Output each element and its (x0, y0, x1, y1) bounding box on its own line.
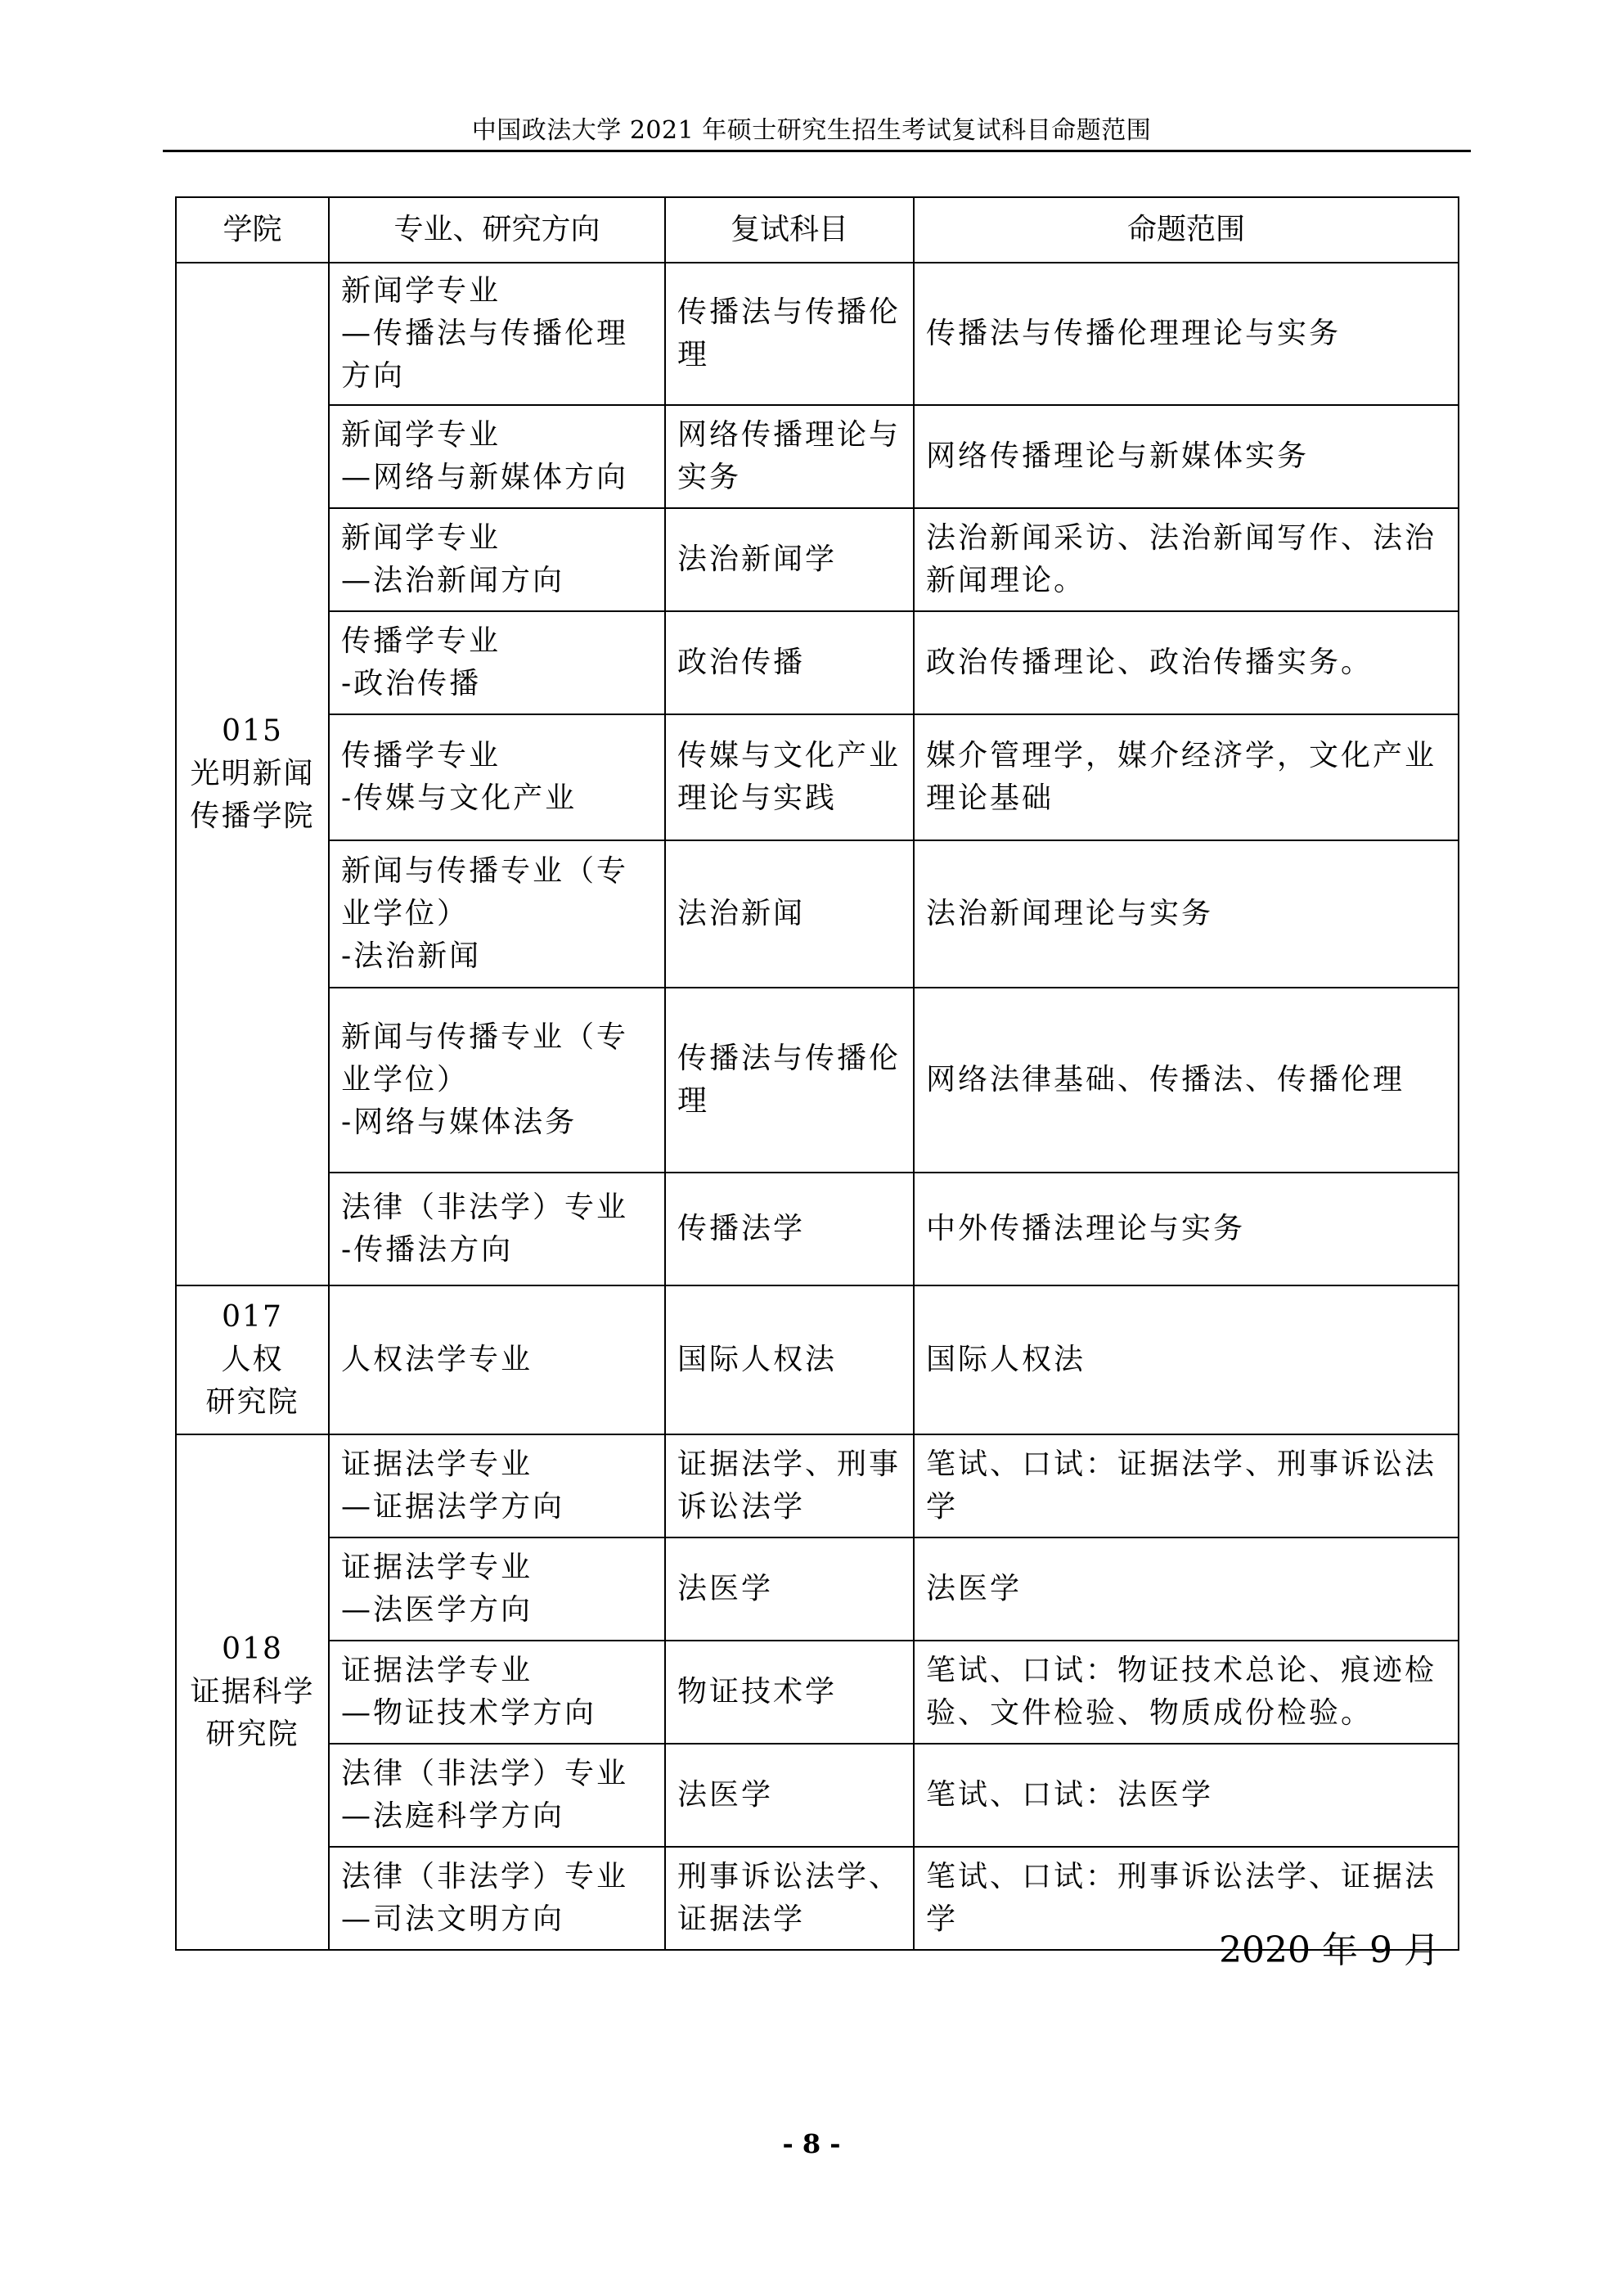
subject-cell: 传播法与传播伦理 (665, 263, 914, 405)
page-number: - 8 - (782, 2128, 841, 2159)
header-rule (163, 150, 1471, 152)
subject-cell: 传媒与文化产业理论与实践 (665, 714, 914, 840)
major-cell: 法律（非法学）专业 -传播法方向 (329, 1173, 665, 1285)
major-cell: 证据法学专业 —物证技术学方向 (329, 1641, 665, 1744)
table-row (176, 1285, 1459, 1434)
college-015: 015 光明新闻 传播学院 (176, 263, 329, 1285)
major-cell: 人权法学专业 (329, 1285, 665, 1434)
table-row (176, 405, 1459, 508)
scope-cell: 网络传播理论与新媒体实务 (914, 405, 1459, 508)
major-cell: 证据法学专业 —证据法学方向 (329, 1434, 665, 1537)
subject-cell: 物证技术学 (665, 1641, 914, 1744)
college-018: 018 证据科学 研究院 (176, 1434, 329, 1950)
subject-cell: 法治新闻学 (665, 508, 914, 611)
major-cell: 法律（非法学）专业—司法文明方向 (329, 1847, 665, 1950)
major-cell: 新闻学专业 —传播法与传播伦理方向 (329, 263, 665, 405)
table-row (176, 988, 1459, 1173)
subject-cell: 法医学 (665, 1744, 914, 1847)
scope-cell: 笔试、口试：物证技术总论、痕迹检验、文件检验、物质成份检验。 (914, 1641, 1459, 1744)
subject-cell: 证据法学、刑事诉讼法学 (665, 1434, 914, 1537)
page-header: 中国政法大学 2021 年硕士研究生招生考试复试科目命题范围 (471, 116, 1152, 145)
major-cell: 新闻与传播专业（专业学位） -网络与媒体法务 (329, 988, 665, 1173)
table-row (176, 1744, 1459, 1847)
subject-cell: 法医学 (665, 1537, 914, 1641)
scope-cell: 政治传播理论、政治传播实务。 (914, 611, 1459, 714)
table-row (176, 611, 1459, 714)
scope-cell: 媒介管理学，媒介经济学，文化产业理论基础 (914, 714, 1459, 840)
header-major: 专业、研究方向 (329, 197, 665, 263)
scope-cell: 法治新闻理论与实务 (914, 840, 1459, 988)
scope-cell: 国际人权法 (914, 1285, 1459, 1434)
major-cell: 新闻学专业 —法治新闻方向 (329, 508, 665, 611)
table-row (176, 840, 1459, 988)
table-header-row (176, 197, 1459, 263)
scope-cell: 笔试、口试：证据法学、刑事诉讼法学 (914, 1434, 1459, 1537)
major-cell: 传播学专业 -传媒与文化产业 (329, 714, 665, 840)
scope-cell: 法治新闻采访、法治新闻写作、法治新闻理论。 (914, 508, 1459, 611)
table-row (176, 263, 1459, 405)
subject-cell: 法治新闻 (665, 840, 914, 988)
table-row (176, 1173, 1459, 1285)
scope-cell: 网络法律基础、传播法、传播伦理 (914, 988, 1459, 1173)
subject-cell: 网络传播理论与实务 (665, 405, 914, 508)
major-cell: 新闻学专业 —网络与新媒体方向 (329, 405, 665, 508)
major-cell: 证据法学专业 —法医学方向 (329, 1537, 665, 1641)
scope-cell: 笔试、口试：法医学 (914, 1744, 1459, 1847)
subject-cell: 政治传播 (665, 611, 914, 714)
table-row (176, 1641, 1459, 1744)
document-date: 2020 年 9 月 (1219, 1929, 1440, 1971)
scope-cell: 笔试、口试：刑事诉讼法学、证据法学 (914, 1847, 1459, 1950)
table-row (176, 714, 1459, 840)
header-college: 学院 (176, 197, 329, 263)
college-017: 017 人权 研究院 (176, 1285, 329, 1434)
scope-cell: 法医学 (914, 1537, 1459, 1641)
header-scope: 命题范围 (914, 197, 1459, 263)
major-cell: 新闻与传播专业（专业学位） -法治新闻 (329, 840, 665, 988)
subject-cell: 刑事诉讼法学、证据法学 (665, 1847, 914, 1950)
scope-cell: 中外传播法理论与实务 (914, 1173, 1459, 1285)
table-row (176, 508, 1459, 611)
table-row (176, 1537, 1459, 1641)
header-subject: 复试科目 (665, 197, 914, 263)
subject-cell: 传播法学 (665, 1173, 914, 1285)
major-cell: 法律（非法学）专业—法庭科学方向 (329, 1744, 665, 1847)
subject-cell: 国际人权法 (665, 1285, 914, 1434)
exam-scope-table (175, 196, 1459, 1951)
scope-cell: 传播法与传播伦理理论与实务 (914, 263, 1459, 405)
table-row (176, 1434, 1459, 1537)
subject-cell: 传播法与传播伦理 (665, 988, 914, 1173)
major-cell: 传播学专业 -政治传播 (329, 611, 665, 714)
